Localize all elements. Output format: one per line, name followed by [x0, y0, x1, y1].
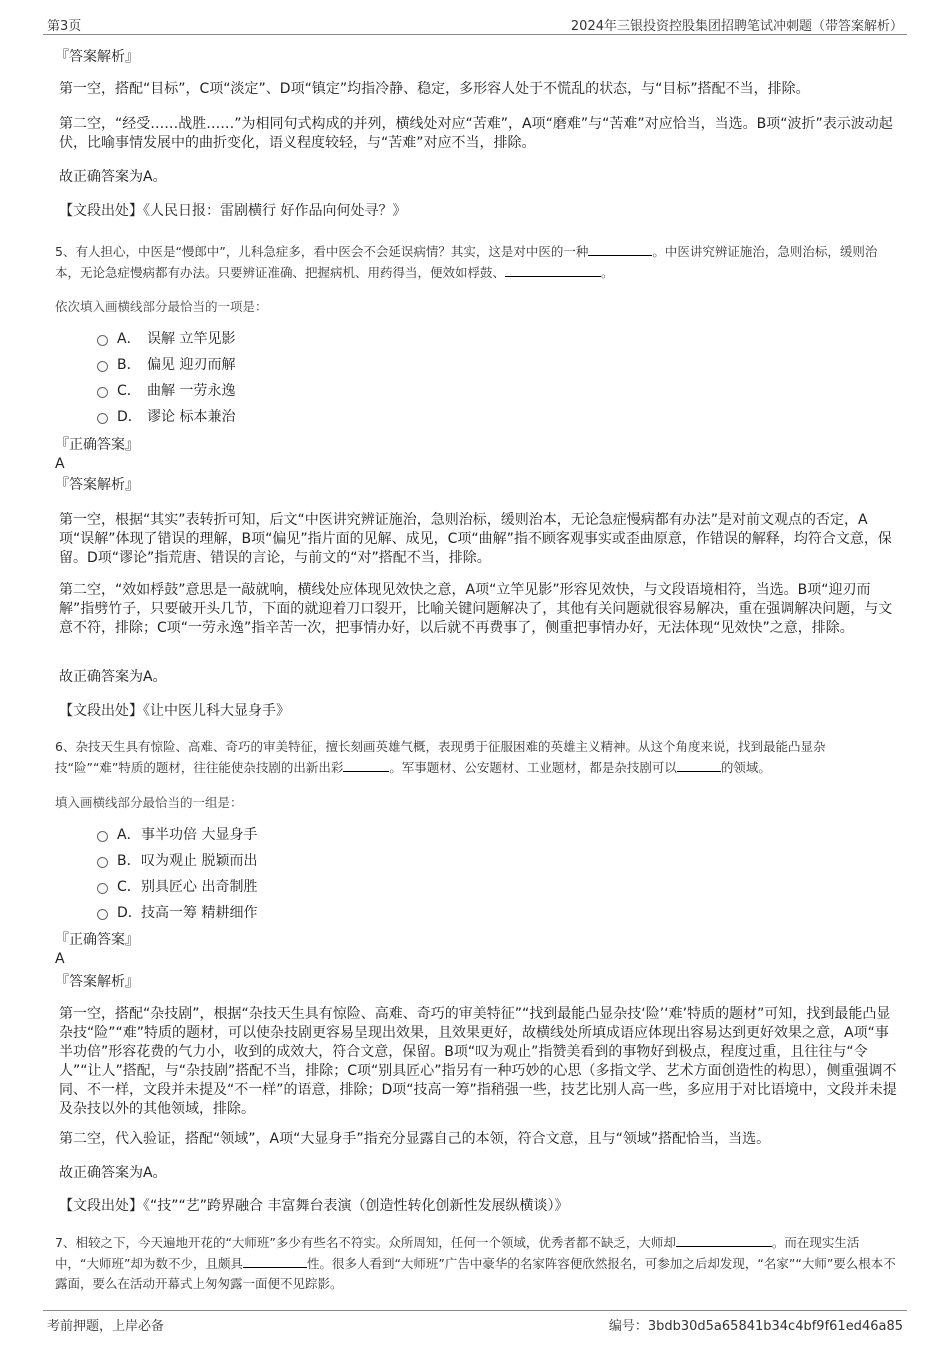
document-code: 编号：3bdb30d5a65841b34c4bf9f61ed46a85: [608, 1319, 903, 1334]
q7-stem-part2: 。而在现实生活中，“大师班”却为数不少，且颇具: [55, 1235, 860, 1271]
q6-stem-part2: 。军事题材、公安题材、工业题材，都是杂技剧可以: [389, 760, 677, 775]
q6-conclusion: 故正确答案为A。: [59, 1165, 167, 1181]
page-number: 第3页: [47, 19, 82, 34]
page-header: [43, 14, 907, 35]
option-text: 叹为观止 脱颖而出: [141, 853, 258, 869]
q4-analysis-p2: 第二空，“经受……战胜……”为相同句式构成的并列，横线处对应“苦难”，A项“磨难”与“苦难”对应恰当，当选。B项“波折”表示波动起伏，比喻事情发展中的曲折变化，语义程度较轻，与“苦难”对应不当，排除。: [59, 116, 893, 151]
option-letter: B．: [117, 357, 141, 373]
page-footer: [43, 1310, 907, 1335]
q6-blank-2: [677, 757, 721, 772]
q6-stem-part1: 6、杂技天生具有惊险、高难、奇巧的审美特征，擅长刻画英雄气概，表现勇于征服困难的英雄主义精神。从这个角度来说，找到最能凸显杂技“险”“难”特质的题材，往往能使杂技剧的出新出彩: [55, 739, 826, 775]
option-text: 技高一筹 精耕细作: [141, 905, 258, 921]
q7-blank-2: [243, 1253, 307, 1268]
option-text: 事半功倍 大显身手: [141, 827, 258, 843]
option-letter: C．: [117, 383, 141, 399]
q5-analysis-label: 『答案解析』: [55, 477, 139, 493]
q6-analysis-label: 『答案解析』: [55, 974, 139, 990]
option-text: 偏见 迎刃而解: [147, 357, 236, 373]
q6-blank-1: [343, 757, 389, 772]
q5-hint: 依次填入画横线部分最恰当的一项是：: [55, 299, 268, 314]
option-text: 误解 立竿见影: [147, 331, 236, 347]
q5-options: [55, 326, 455, 430]
radio-icon[interactable]: [97, 387, 108, 398]
q6-option-b[interactable]: [55, 848, 455, 874]
option-letter: C．: [117, 879, 141, 895]
option-letter: B．: [117, 853, 141, 869]
q6-option-a[interactable]: [55, 822, 455, 848]
radio-icon[interactable]: [97, 361, 108, 372]
option-text: 别具匠心 出奇制胜: [141, 879, 258, 895]
q6-stem: [55, 737, 897, 778]
q4-analysis-p1: 第一空，搭配“目标”，C项“淡定”、D项“镇定”均指冷静、稳定，多形容人处于不慌乱的状态，与“目标”搭配不当，排除。: [59, 81, 810, 97]
document-title: 2024年三银投资控股集团招聘笔试冲刺题（带答案解析）: [570, 19, 903, 34]
q6-analysis-p1: 第一空，搭配“杂技剧”，根据“杂技天生具有惊险、高难、奇巧的审美特征”“找到最能凸显杂技‘险’‘难’特质的题材”可知，找到最能凸显杂技“险”“难”特质的题材，可以使杂技剧更容易呈现出效果，且效果更好，故横线处所填成语应体现出容易达到更好效果之意，A项“事半功倍”形容花费的气力小，收到的成效大，符合文意，保留。B项“叹为观止”指赞美看到的事物好到极点，程度过重，且往往与“令人”“让人”搭配，与“杂技剧”搭配不当，排除；C项“别具匠心”指另有一种巧妙的心思（多指文学、艺术方面创造性的构思），侧重强调不同、不一样，文段并未提及“不一样”的语意，排除；D项“技高一筹”指稍强一些，技艺比别人高一些，多应用于对比语境中，文段并未提及杂技以外的其他领域，排除。: [59, 1006, 897, 1117]
q7-blank-1: [676, 1232, 772, 1247]
footer-slogan: 考前押题，上岸必备: [47, 1319, 165, 1334]
q6-hint: 填入画横线部分最恰当的一组是：: [55, 795, 243, 810]
radio-icon[interactable]: [97, 413, 108, 424]
q5-blank-2: [505, 262, 601, 277]
option-letter: D．: [117, 905, 142, 921]
q5-stem-part1: 5、有人担心，中医是“慢郎中”，儿科急症多，看中医会不会延误病情？其实，这是对中医的一种: [55, 244, 589, 259]
q5-answer: A: [55, 456, 65, 472]
q5-option-d[interactable]: [55, 404, 455, 430]
q6-stem-part3: 的领域。: [720, 760, 771, 775]
q4-conclusion: 故正确答案为A。: [59, 169, 167, 185]
q5-stem-part2: 。中医讲究辨证施治，急则治标，缓则治本，无论急症慢病都有办法。只要辨证准确、把握病机、用药得当，便效如桴鼓、: [55, 244, 878, 280]
q5-option-b[interactable]: [55, 352, 455, 378]
q5-conclusion: 故正确答案为A。: [59, 669, 167, 685]
q6-analysis-p2: 第二空，代入验证，搭配“领域”，A项“大显身手”指充分显露自己的本领，符合文意，且与“领域”搭配恰当，当选。: [59, 1131, 771, 1147]
q5-blank-1: [588, 241, 652, 256]
q5-source: 【文段出处】《让中医儿科大显身手》: [59, 703, 290, 719]
q5-option-c[interactable]: [55, 378, 455, 404]
option-letter: A．: [117, 331, 141, 347]
q5-stem: [55, 241, 897, 283]
option-text: 曲解 一劳永逸: [147, 383, 236, 399]
radio-icon[interactable]: [97, 335, 108, 346]
q6-options: [55, 822, 455, 926]
q5-correct-label: 『正确答案』: [55, 437, 139, 453]
q4-source: 【文段出处】《人民日报：雷剧横行 好作品向何处寻？》: [59, 203, 407, 219]
option-letter: D．: [117, 409, 142, 425]
q6-correct-label: 『正确答案』: [55, 932, 139, 948]
q6-option-d[interactable]: [55, 900, 455, 926]
option-letter: A．: [117, 827, 141, 843]
q6-answer: A: [55, 951, 65, 967]
q7-stem-part1: 7、相较之下，今天遍地开花的“大师班”多少有些名不符实。众所周知，任何一个领域，优秀者都不缺乏，大师却: [55, 1235, 676, 1250]
q5-option-a[interactable]: [55, 326, 455, 352]
q5-analysis-p2: 第二空，“效如桴鼓”意思是一敲就响，横线处应体现见效快之意，A项“立竿见影”形容见效快，与文段语境相符，当选。B项“迎刃而解”指劈竹子，只要破开头几节，下面的就迎着刀口裂开，比喻关键问题解决了，其他有关问题就很容易解决，重在强调解决问题，与文意不符，排除；C项“一劳永逸”指辛苦一次，把事情办好，以后就不再费事了，侧重把事情办好，无法体现“见效快”之意，排除。: [59, 582, 893, 636]
radio-icon[interactable]: [97, 909, 108, 920]
option-text: 谬论 标本兼治: [147, 409, 236, 425]
q6-source: 【文段出处】《“技”“艺”跨界融合 丰富舞台表演（创造性转化创新性发展纵横谈）》: [59, 1198, 569, 1214]
radio-icon[interactable]: [97, 857, 108, 868]
q5-analysis-p1: 第一空，根据“其实”表转折可知，后文“中医讲究辨证施治，急则治标，缓则治本，无论急症慢病都有办法”是对前文观点的否定，A项“误解”体现了错误的理解，B项“偏见”指片面的见解、成见，C项“曲解”指不顾客观事实或歪曲原意，作错误的解释，均符合文意，保留。D项“谬论”指荒唐、错误的言论，与前文的“对”搭配不当，排除。: [59, 512, 892, 566]
radio-icon[interactable]: [97, 883, 108, 894]
q7-stem-part3: 性。很多人看到“大师班”广告中豪华的名家阵容便欣然报名，可参加之后却发现，“名家”“大师”要么根本不露面，要么在活动开幕式上匆匆露一面便不见踪影。: [55, 1256, 896, 1291]
q5-stem-part3: 。: [601, 265, 614, 280]
radio-icon[interactable]: [97, 831, 108, 842]
q7-stem: [55, 1232, 897, 1294]
q6-option-c[interactable]: [55, 874, 455, 900]
q4-analysis-label: 『答案解析』: [55, 49, 139, 65]
